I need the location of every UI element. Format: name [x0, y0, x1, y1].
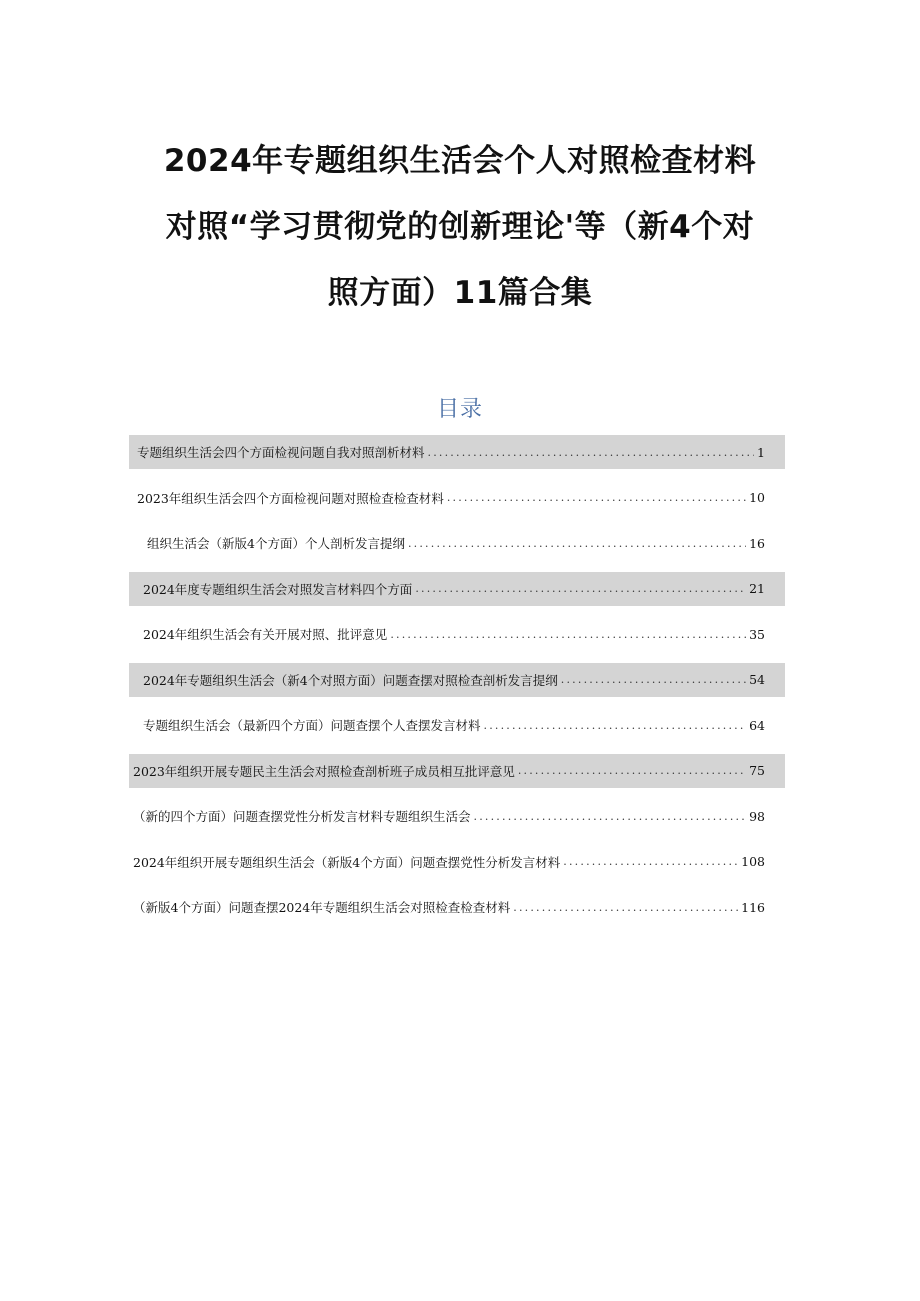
- title-line-2: 对照“学习贯彻党的创新理论'等（新4个对: [165, 209, 755, 245]
- toc-entry-page: 64: [749, 717, 765, 733]
- toc-entry[interactable]: [129, 481, 785, 515]
- toc-leader-dots: [518, 764, 746, 777]
- toc-entry-title: 2024年组织开展专题组织生活会（新版4个方面）问题查摆党性分析发言材料: [133, 854, 561, 870]
- toc-entry-title: （新的四个方面）问题查摆党性分析发言材料专题组织生活会: [133, 809, 471, 824]
- toc-entry-title: 专题组织生活会（最新四个方面）问题查摆个人查摆发言材料: [143, 718, 481, 733]
- toc-entry-page: 10: [749, 490, 765, 505]
- toc-entry[interactable]: [129, 845, 785, 879]
- toc-entry-title: 专题组织生活会四个方面检视问题自我对照剖析材料: [137, 445, 425, 460]
- toc-entry-title: 组织生活会（新版4个方面）个人剖析发言提纲: [147, 536, 405, 551]
- toc-entry-page: 108: [741, 854, 765, 869]
- toc-entry-title: 2023年组织生活会四个方面检视问题对照检查检查材料: [137, 490, 444, 506]
- toc-entry-page: 116: [741, 899, 765, 915]
- toc-leader-dots: [474, 810, 747, 823]
- toc-heading: 目录: [436, 397, 483, 422]
- toc-leader-dots: [415, 582, 746, 595]
- toc-leader-dots: [447, 491, 746, 504]
- toc-leader-dots: [563, 855, 738, 868]
- toc-leader-dots: [428, 446, 755, 459]
- toc-entry[interactable]: [129, 435, 785, 469]
- toc-leader-dots: [408, 537, 746, 550]
- toc-entry[interactable]: [129, 572, 785, 606]
- toc-entry[interactable]: [129, 708, 785, 742]
- toc-entry[interactable]: [129, 799, 785, 833]
- toc-leader-dots: [513, 901, 738, 914]
- toc-entry-page: 1: [757, 444, 765, 460]
- toc-entry-title: 2023年组织开展专题民主生活会对照检查剖析班子成员相互批评意见: [133, 763, 515, 779]
- toc-entry[interactable]: [129, 890, 785, 924]
- toc-entry-page: 54: [749, 672, 765, 687]
- toc-entry-title: 2024年组织生活会有关开展对照、批评意见: [143, 627, 388, 642]
- toc-entry[interactable]: [129, 526, 785, 560]
- toc-entry-page: 21: [749, 581, 765, 596]
- title-line-1: 2024年专题组织生活会个人对照检查材料: [163, 143, 757, 179]
- toc-entry-title: 2024年专题组织生活会（新4个对照方面）问题查摆对照检查剖析发言提纲: [143, 672, 558, 688]
- toc-entry-page: 75: [749, 763, 765, 778]
- toc-entry[interactable]: [129, 754, 785, 788]
- toc-entry-page: 35: [749, 626, 765, 642]
- toc-leader-dots: [561, 673, 746, 686]
- toc-entry-title: （新版4个方面）问题查摆2024年专题组织生活会对照检查检查材料: [133, 900, 511, 915]
- toc-entry[interactable]: [129, 663, 785, 697]
- toc-entry-page: 16: [749, 535, 765, 551]
- toc-entry-title: 2024年度专题组织生活会对照发言材料四个方面: [143, 581, 413, 597]
- toc-entry-page: 98: [749, 808, 765, 824]
- table-of-contents: [129, 435, 785, 936]
- toc-leader-dots: [484, 719, 747, 732]
- toc-entry[interactable]: [129, 617, 785, 651]
- document-title: [80, 128, 840, 326]
- toc-leader-dots: [390, 628, 746, 641]
- title-line-3: 照方面）11篇合集: [327, 275, 593, 311]
